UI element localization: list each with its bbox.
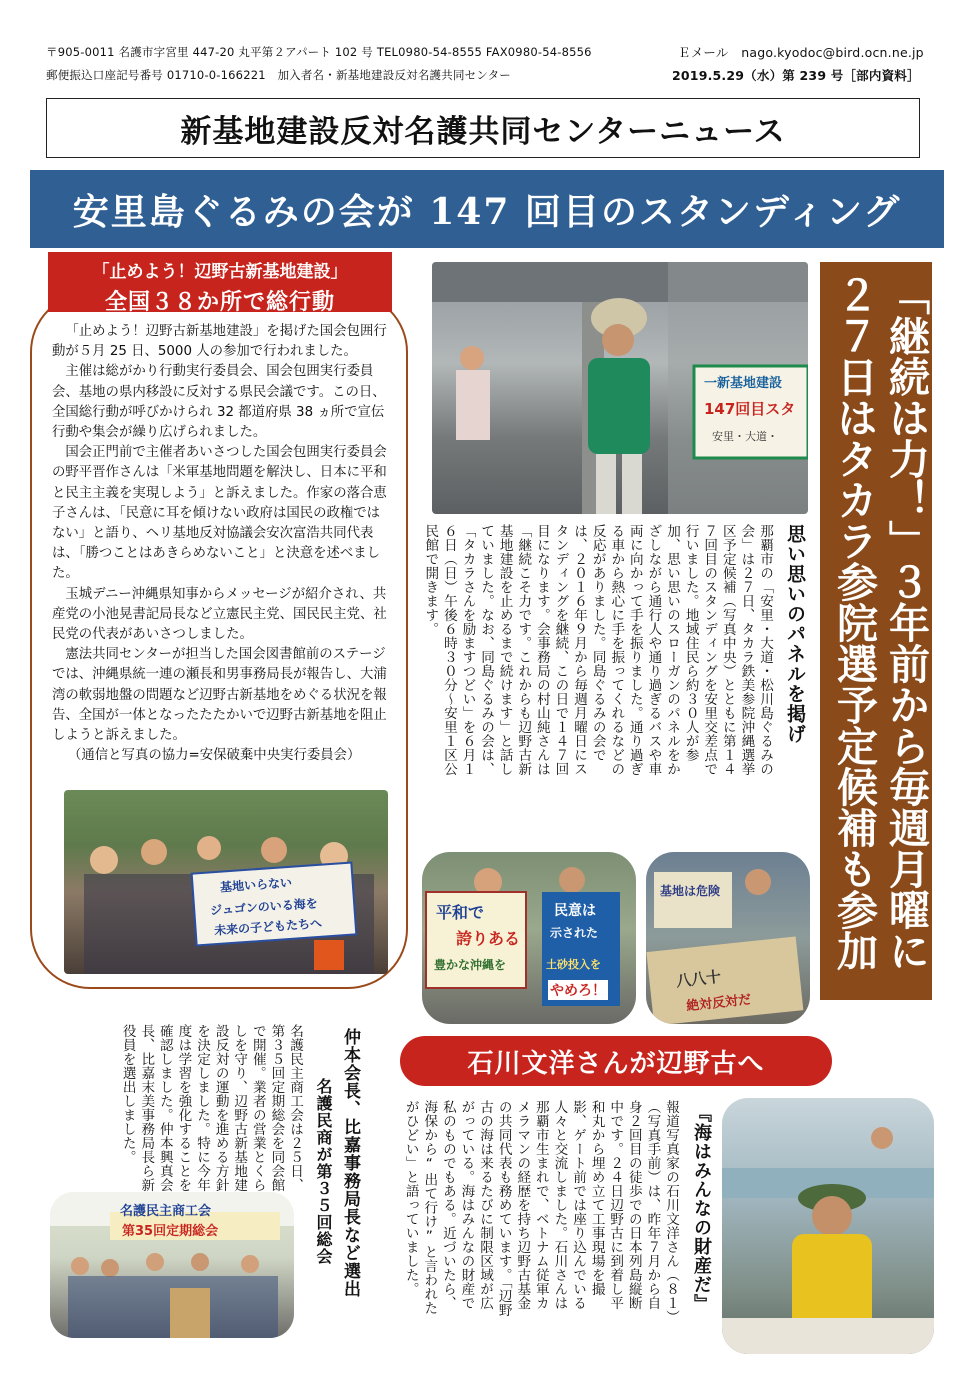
left-article-paragraph: 国会正門前で主催者あいさつした国会包囲実行委員会の野平晋作さんは「米軍基地問題を解決し、日本に平和と民主主義を実現しよう」と訴えました。作家の落合恵子さんは、「民意に耳を傾けない政府は国民の政権ではない」と語り、ヘリ基地反対協議会安次富浩共同代表は、「勝つことはあきらめないこと」と決意を述べました。 [52, 445, 387, 582]
left-article-credit: （通信と写真の協力=安保破棄中央実行委員会） [68, 748, 361, 764]
standing-sign-line-3: 安里・大道・ [712, 430, 778, 443]
panel-3-line-1: 基地は危険 [660, 884, 721, 898]
left-article-paragraph: 憲法共同センターが担当した国会図書館前のステージでは、沖縄県統一連の瀬長和男事務局長が報告し、大浦湾の軟弱地盤の問題など辺野古新基地をめぐる状況を報告、全国が一体となったたたかいで辺野古新基地を阻止しようと訴えました。 [52, 647, 387, 744]
commerce-article-subtitle: 名護民商が第３５回総会 [314, 1078, 333, 1265]
commerce-article-title: 仲本会長、比嘉事務局長など選出 [340, 1028, 360, 1298]
masthead-title: 新基地建設反対名護共同センターニュース [46, 98, 920, 158]
standing-sign-line-2: 147回目スタ [704, 400, 796, 418]
commerce-article-body: 名護民主商工会は２５日、第３５回定期総会を同会館で開催。業者の営業とくらしを守り、辺野古新基地建設反対の運動を進める方針を決定しました。特に今年度は学習を強化することを確認しました。仲本興真会長、比嘉末美事務局長ら新役員を選出しました。 [119, 1024, 303, 1192]
standing-photo [432, 262, 808, 514]
side-banner-text: 「継続は力！」３年前から毎週月曜に２７日はタカラ参院選予定候補も参加 [830, 274, 930, 971]
panel-1-line-3: 豊かな沖縄を [434, 958, 507, 972]
side-banner [820, 262, 932, 1000]
rally-banner-line-1: 基地いらない [219, 875, 293, 895]
rally-banner-line-3: 未来の子どもたちへ [213, 916, 323, 938]
panel-1-line-2: 誇りある [456, 929, 521, 948]
standing-sign-line-1: 一新基地建設 [704, 376, 783, 391]
issue-date: 2019.5.29（水）第 239 号［部内資料］ [672, 68, 920, 83]
panel-3-line-3: 絶対反対だ [685, 992, 752, 1015]
email-label: Ｅメール [678, 45, 729, 60]
left-article-title: 全国３８か所で総行動 [104, 290, 335, 315]
rally-photo [64, 790, 388, 974]
ishikawa-photo-art [722, 1098, 934, 1354]
left-article-title-box [48, 252, 392, 315]
address-line: 〒905-0011 名護市字宮里 447-20 丸平第２アパート 102 号 TEL0980-54-8555 FAX0980-54-8556 [46, 45, 592, 59]
panel-2-line-2: 示された [550, 926, 599, 940]
panel-1-line-1: 平和で [436, 903, 485, 922]
left-article-paragraph: 「止めよう！辺野古新基地建設」を掲げた国会包囲行動が５月 25 日、5000 人の参加で行われました。 [52, 324, 387, 360]
rally-banner-line-2: ジュゴンのいる海を [209, 896, 319, 918]
ishikawa-article-body: 報道写真家の石川文洋さん（８１）（写真手前）は、昨年７月から自身２回目の徒歩での日本列島縦断中です。２４日辺野古に到着し平和丸から埋め立て工事現場を撮影、ゲート前では座り込んでいる人々と交流しました。石川さんは那覇市生まれで、ベトナム従軍カメラマンの経歴を持ち辺野古基金の共同代表も務めています。「辺野古の海は来るたびに制限区域が広がっている。海はみんなの財産で私のものでもある。近づいたら、海保から“出て行け”と言われたがひどい」と語っていました。 [402, 1100, 679, 1318]
email-address[interactable]: nago.kyodoc@bird.ocn.ne.jp [741, 45, 924, 60]
panel-photo-1 [422, 852, 636, 1024]
left-article-paragraph: 玉城デニー沖縄県知事からメッセージが紹介され、共産党の小池晃書記局長など立憲民主党、国民民主党、社民党の代表があいさつしました。 [52, 586, 387, 643]
commerce-banner-line-1: 名護民主商工会 [120, 1204, 212, 1219]
commerce-banner-line-2: 第35回定期総会 [122, 1224, 219, 1239]
panel-2-line-4: やめろ！ [548, 980, 608, 1000]
panel-2-line-1: 民意は [554, 903, 596, 919]
ishikawa-article-title: 石川文洋さんが辺野古へ [400, 1036, 832, 1086]
panel-2-line-3: 土砂投入を [546, 958, 601, 971]
commerce-photo [50, 1192, 294, 1338]
standing-article-title: 思い思いのパネルを掲げ [784, 524, 806, 744]
left-article-body [52, 322, 392, 766]
left-article-paragraph: 主催は総がかり行動実行委員会、国会包囲実行委員会、基地の県内移設に反対する県民会議です。この日、全国総行動が呼びかけられ 32 都道府県 38 ヵ所で宣伝行動や集会が繰り広げられました。 [52, 364, 386, 441]
postal-line: 郵便振込口座記号番号 01710-0-166221 加入者名・新基地建設反対名護共同センター [46, 68, 511, 82]
panel-photo-2 [646, 852, 810, 1024]
ishikawa-photo [722, 1098, 934, 1354]
email-line [678, 43, 924, 61]
main-headline: 安里島ぐるみの会が 147 回目のスタンディング [30, 170, 944, 248]
left-article-kicker: 「止めよう！辺野古新基地建設」 [92, 262, 348, 282]
standing-article-body: 那覇市の「安里・大道・松川島ぐるみの会」は２７日、タカラ鉄美参院沖縄選挙区予定候補（写真中央）とともに第１４７回目のスタンディングを安里交差点で行いました。地域住民ら約３０人が参加、思い思いのスローガンのパネルをかざしながら通行人や通り過ぎるバスや車両に向かって手を振りました。通り過ぎる車から熱心に手を振ってくれるなどの反応がありました。同島ぐるみの会では、２０１６年９月から毎週月曜日にスタンディングを継続、この日で１４７回目になります。会事務局の村山純さんは「継続こそ力です。これからも辺野古新基地建設を止めるまで続けます」と話していました。なお、同島ぐるみの会は、「タカラさんを励ますつどい」を６月１６日（日）午後６時３０分〜安里１区公民館で開きます。 [422, 524, 773, 776]
panel-3-line-2: 八八十 [675, 967, 722, 991]
ishikawa-article-vertical-title: 『海はみんなの財産だ』 [691, 1104, 712, 1313]
